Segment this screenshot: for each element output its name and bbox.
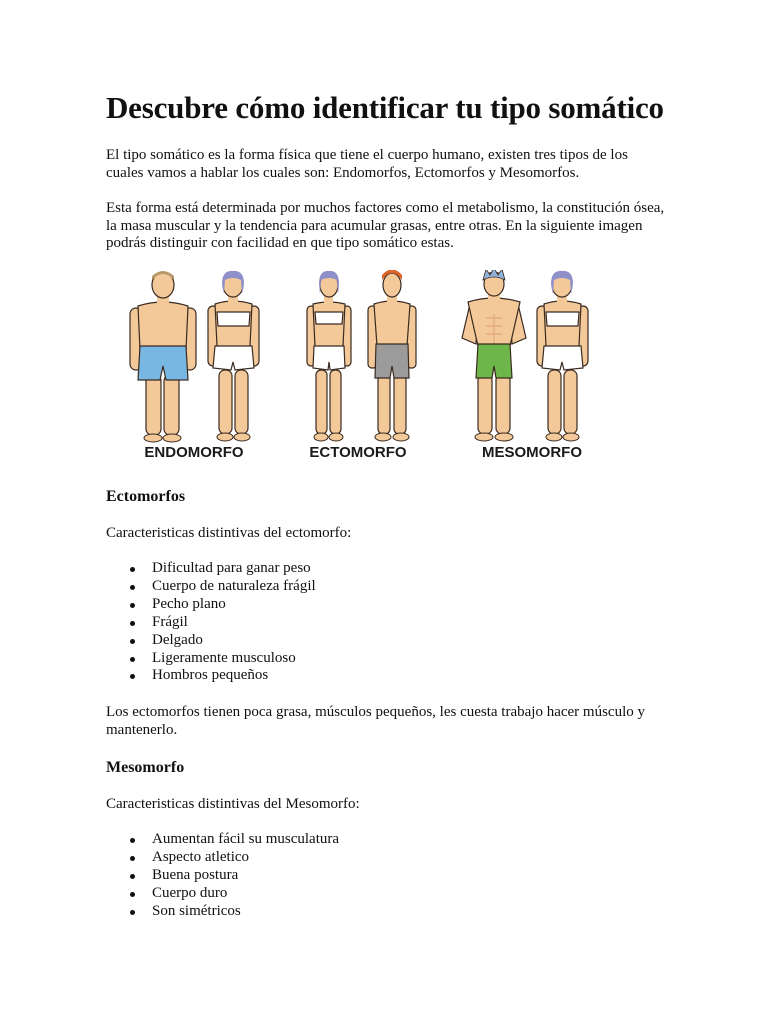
ectomorfos-lead: Caracteristicas distintivas del ectomorfo:: [106, 525, 352, 541]
somatotype-illustration: [124, 270, 604, 470]
endomorfo-female-figure: [208, 271, 259, 441]
mesomorfo-lead: Caracteristicas distintivas del Mesomorfo:: [106, 796, 360, 812]
section-heading-ectomorfos: Ectomorfos: [106, 488, 186, 505]
list-item: Hombros pequeños: [106, 667, 316, 685]
list-item: Aumentan fácil su musculatura: [106, 831, 339, 849]
list-item: Aspecto atletico: [106, 849, 339, 867]
label-ectomorfo: ECTOMORFO: [309, 444, 407, 461]
ectomorfo-male-figure: [368, 270, 416, 441]
list-item: Dificultad para ganar peso: [106, 560, 316, 578]
mesomorfo-male-figure: [462, 270, 526, 441]
list-item: Pecho plano: [106, 596, 316, 614]
section-heading-mesomorfo: Mesomorfo: [106, 759, 185, 776]
ectomorfos-list: [106, 560, 316, 685]
label-mesomorfo: MESOMORFO: [482, 444, 582, 461]
label-endomorfo: ENDOMORFO: [144, 444, 244, 461]
list-item: Cuerpo de naturaleza frágil: [106, 578, 316, 596]
list-item: Son simétricos: [106, 903, 339, 921]
list-item: Cuerpo duro: [106, 885, 339, 903]
ectomorfo-female-figure: [307, 271, 351, 441]
list-item: Buena postura: [106, 867, 339, 885]
list-item: Ligeramente musculoso: [106, 650, 316, 668]
ectomorfos-summary: Los ectomorfos tienen poca grasa, músculos pequeños, les cuesta trabajo hacer músculo y mantenerlo.: [106, 704, 645, 738]
page-title: Descubre cómo identificar tu tipo somático: [106, 90, 664, 125]
list-item: Frágil: [106, 614, 316, 632]
mesomorfo-list: [106, 831, 339, 921]
endomorfo-male-figure: [130, 271, 196, 442]
intro-paragraph-2: Esta forma está determinada por muchos factores como el metabolismo, la constitución ósea, la masa muscular y la tendencia para acumular grasas, entre otras. En la siguiente imagen podrás distinguir con facilidad en que tipo somático estas.: [106, 200, 665, 252]
list-item: Delgado: [106, 632, 316, 650]
mesomorfo-female-figure: [537, 271, 588, 441]
intro-paragraph-1: El tipo somático es la forma física que tiene el cuerpo humano, existen tres tipos de los cuales vamos a hablar los cuales son: Endomorfos, Ectomorfos y Mesomorfos.: [106, 147, 628, 181]
